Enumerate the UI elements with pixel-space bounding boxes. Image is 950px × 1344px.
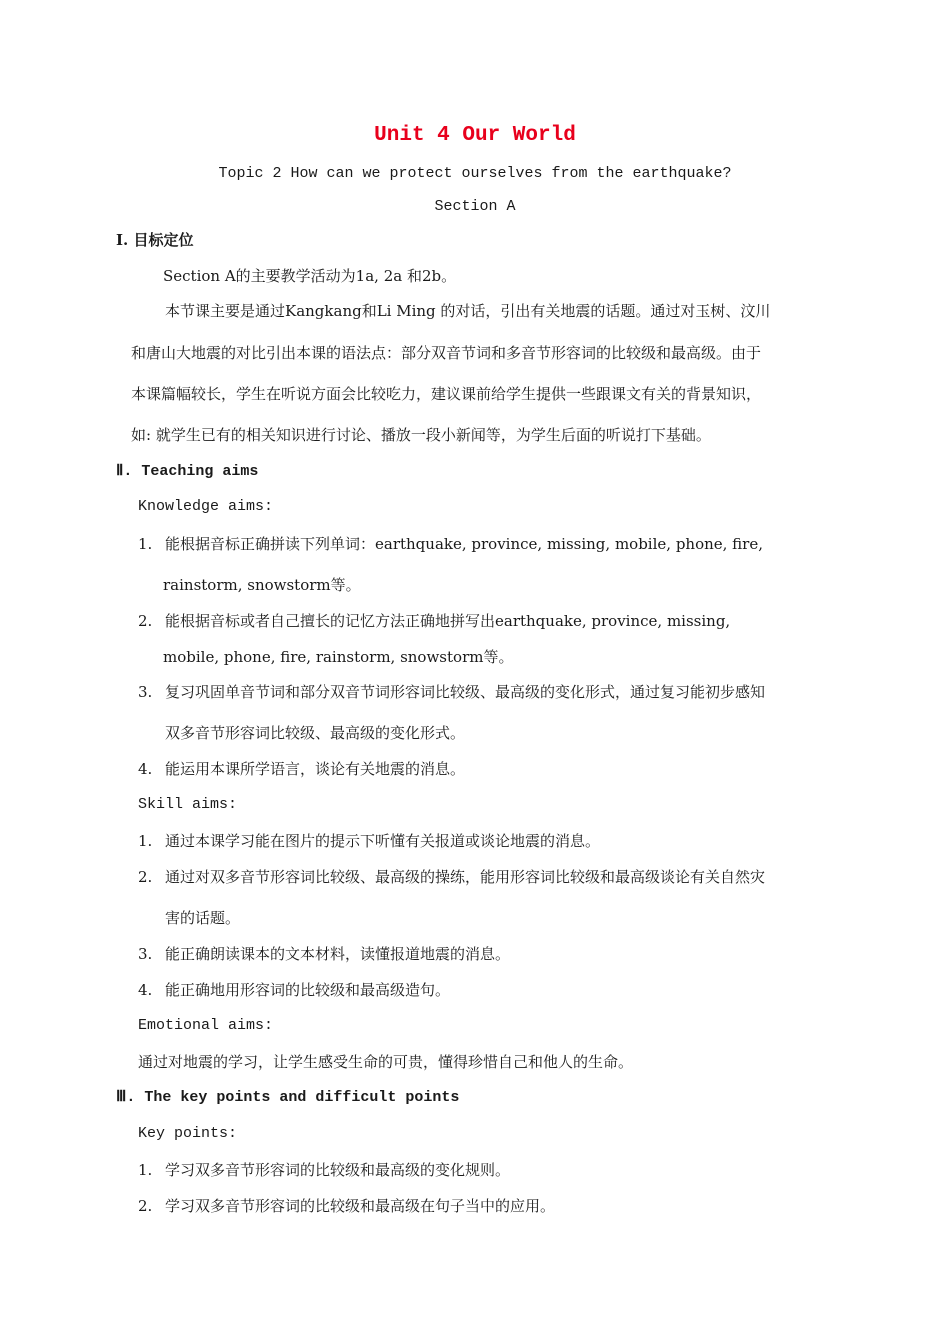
emotional-aims-label: Emotional aims: [138, 1017, 274, 1034]
list-number: 3. [138, 945, 153, 963]
list-item-text: 能正确朗读课本的文本材料，读懂报道地震的消息。 [165, 945, 511, 963]
list-item-text: 双多音节形容词比较级、最高级的变化形式。 [165, 724, 466, 742]
list-number: 1. [138, 1161, 153, 1179]
list-number: 2. [138, 612, 153, 630]
list-number: 3. [138, 683, 153, 701]
paragraph-line: 本课篇幅较长，学生在听说方面会比较吃力，建议课前给学生提供一些跟课文有关的背景知识， [131, 385, 762, 403]
list-item-text: mobile, phone, fire, rainstorm, snowstorm等。 [163, 648, 514, 666]
list-item-text: 通过对双多音节形容词比较级、最高级的操练，能用形容词比较级和最高级谈论有关自然灾 [165, 868, 766, 886]
heading-key-points: Ⅲ. The key points and difficult points [116, 1089, 460, 1106]
list-item-text: 学习双多音节形容词的比较级和最高级的变化规则。 [165, 1161, 511, 1179]
paragraph-line: Section A的主要教学活动为1a, 2a 和2b。 [163, 267, 457, 285]
section-label: Section A [434, 198, 516, 215]
heading-teaching-aims: Ⅱ. Teaching aims [116, 463, 259, 480]
list-number: 4. [138, 760, 153, 778]
emotional-aims-text: 通过对地震的学习，让学生感受生命的可贵，懂得珍惜自己和他人的生命。 [138, 1053, 634, 1071]
paragraph-line: 本节课主要是通过Kangkang和Li Ming 的对话，引出有关地震的话题。通过对玉树、汶川 [165, 302, 771, 320]
paragraph-line: 和唐山大地震的对比引出本课的语法点：部分双音节词和多音节形容词的比较级和最高级。由于 [131, 344, 762, 362]
paragraph-line: 如: 就学生已有的相关知识进行讨论、播放一段小新闻等，为学生后面的听说打下基础。 [131, 426, 711, 444]
list-item-text: 通过本课学习能在图片的提示下听懂有关报道或谈论地震的消息。 [165, 832, 601, 850]
list-item-text: rainstorm, snowstorm等。 [163, 576, 361, 594]
skill-aims-label: Skill aims: [138, 796, 238, 813]
list-item-text: 能根据音标或者自己擅长的记忆方法正确地拼写出earthquake, province, missing, [165, 612, 731, 630]
list-item-text: 能正确地用形容词的比较级和最高级造句。 [165, 981, 451, 999]
knowledge-aims-label: Knowledge aims: [138, 498, 274, 515]
list-item-text: 能运用本课所学语言，谈论有关地震的消息。 [165, 760, 466, 778]
list-item-text: 能根据音标正确拼读下列单词：earthquake, province, missing, mobile, phone, fire, [165, 535, 764, 553]
key-points-label: Key points: [138, 1125, 238, 1142]
list-item-text: 学习双多音节形容词的比较级和最高级在句子当中的应用。 [165, 1197, 556, 1215]
list-item-text: 复习巩固单音节词和部分双音节词形容词比较级、最高级的变化形式，通过复习能初步感知 [165, 683, 766, 701]
topic-subtitle: Topic 2 How can we protect ourselves from the earthquake? [218, 165, 732, 182]
list-item-text: 害的话题。 [165, 909, 241, 927]
document-title: Unit 4 Our World [374, 124, 576, 147]
list-number: 2. [138, 868, 153, 886]
list-number: 2. [138, 1197, 153, 1215]
list-number: 1. [138, 535, 153, 553]
list-number: 1. [138, 832, 153, 850]
list-number: 4. [138, 981, 153, 999]
heading-goal-positioning: Ⅰ. 目标定位 [116, 231, 194, 249]
